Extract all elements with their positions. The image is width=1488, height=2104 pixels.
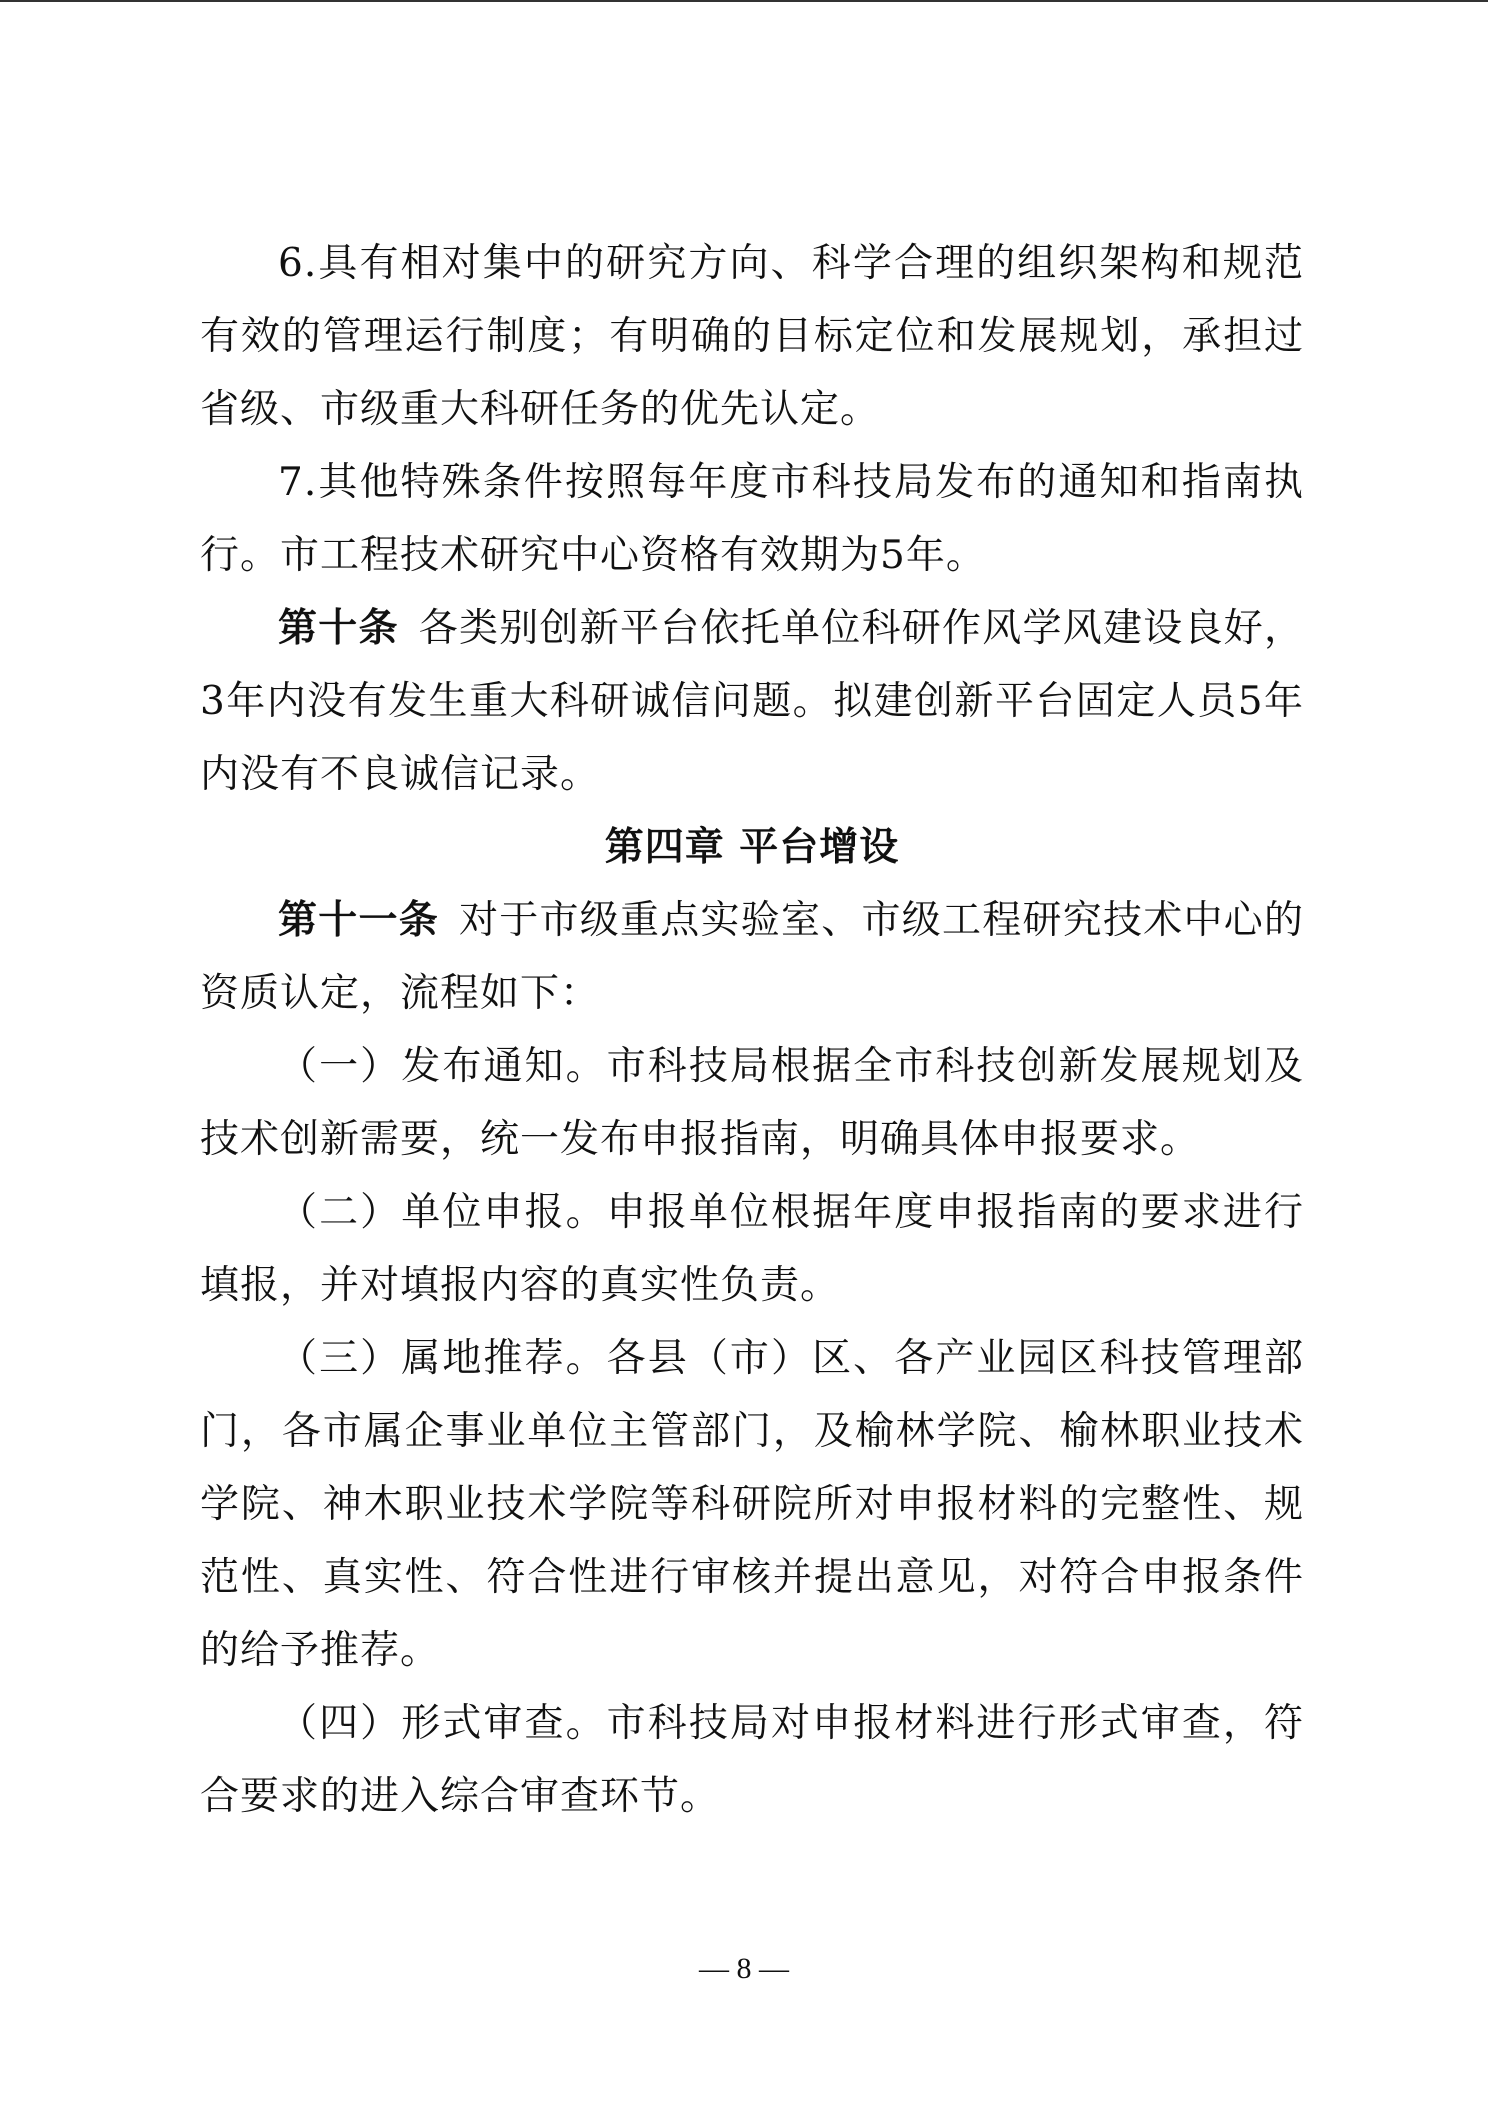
paragraph-text: （一）发布通知。市科技局根据全市科技创新发展规划及技术创新需要，统一发布申报指南，明确具体申报要求。	[200, 1044, 1304, 1162]
paragraph-text: 7.其他特殊条件按照每年度市科技局发布的通知和指南执行。市工程技术研究中心资格有效期为5年。	[200, 460, 1304, 578]
article-11	[200, 884, 1304, 1030]
paragraph-text: （三）属地推荐。各县（市）区、各产业园区科技管理部门，各市属企事业单位主管部门，及榆林学院、榆林职业技术学院、神木职业技术学院等科研院所对申报材料的完整性、规范性、真实性、符合性进行审核并提出意见，对符合申报条件的给予推荐。	[200, 1336, 1304, 1673]
paragraph-text: 对于市级重点实验室、市级工程研究技术中心的资质认定，流程如下：	[200, 898, 1304, 1016]
article-heading: 第十条	[278, 605, 399, 651]
page-number: — 8 —	[699, 1952, 789, 1985]
paragraph-item-6	[200, 227, 1304, 446]
article-heading: 第十一条	[278, 897, 439, 943]
paragraph-text: 各类别创新平台依托单位科研作风学风建设良好，3年内没有发生重大科研诚信问题。拟建创新平台固定人员5年内没有不良诚信记录。	[200, 606, 1304, 797]
paragraph-text: （二）单位申报。申报单位根据年度申报指南的要求进行填报，并对填报内容的真实性负责。	[200, 1190, 1304, 1308]
chapter-title: 第四章 平台增设	[604, 825, 900, 870]
paragraph-text: （四）形式审查。市科技局对申报材料进行形式审查，符合要求的进入综合审查环节。	[200, 1701, 1304, 1819]
paragraph-text: 6.具有相对集中的研究方向、科学合理的组织架构和规范有效的管理运行制度；有明确的目标定位和发展规划，承担过省级、市级重大科研任务的优先认定。	[200, 241, 1304, 432]
step-formal-review	[200, 1687, 1304, 1833]
step-unit-application	[200, 1176, 1304, 1322]
paragraph-item-7	[200, 446, 1304, 592]
step-local-recommendation	[200, 1322, 1304, 1687]
step-publish-notice	[200, 1030, 1304, 1176]
document-body	[200, 227, 1304, 1833]
article-10	[200, 592, 1304, 811]
